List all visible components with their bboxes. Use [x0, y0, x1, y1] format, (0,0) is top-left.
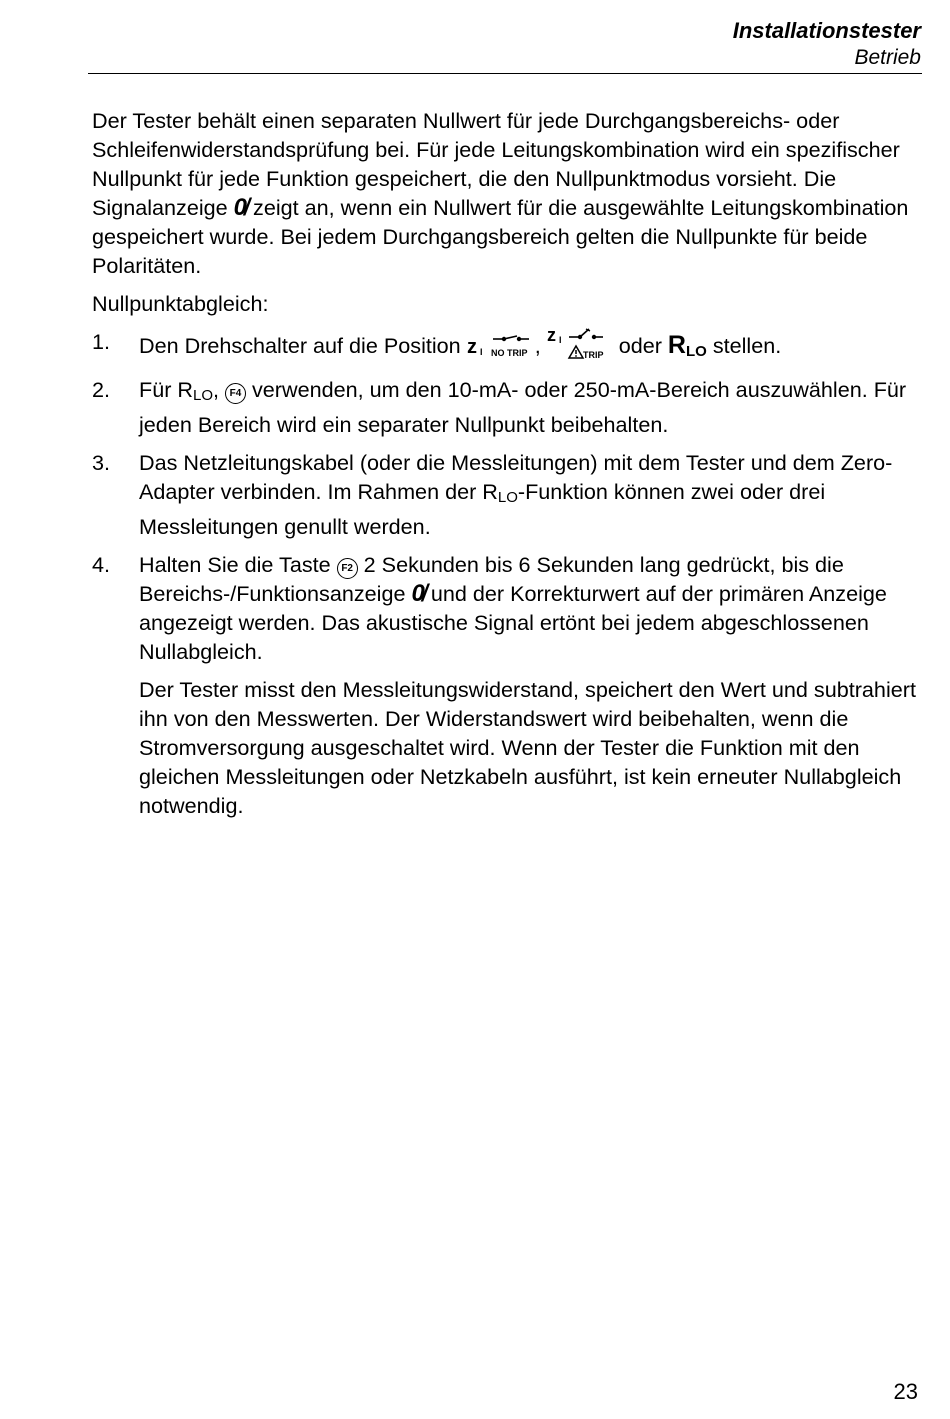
svg-text:I: I [558, 335, 562, 345]
notrip-label: NO TRIP [490, 348, 528, 358]
page-number: 23 [893, 1379, 918, 1404]
svg-text:z: z [546, 327, 556, 345]
step-text: Den Drehschalter auf die Position z I NO TRIP , z I TRIP oder $R_{LO}$ stellen. [139, 327, 920, 366]
step-2-text-b: verwenden, um den 10-mA- oder 250-mA-Bereich auszuwählen. Für jeden Bereich wird ein separater Nullpunkt beibehalten. [139, 377, 907, 437]
step-1-text-b: oder [618, 333, 662, 358]
zero-indicator-icon: 0̸ [233, 194, 248, 221]
page-header [733, 17, 921, 71]
header-title: Installationstester [732, 18, 921, 43]
zero-indicator-icon: 0̸ [411, 580, 425, 607]
step-number: 2. [92, 377, 111, 402]
step-1-text-c: stellen. [712, 333, 782, 358]
step-number: 1. [92, 329, 111, 354]
step-text [139, 375, 920, 439]
step-3-text-a: Das Netzleitungskabel (oder die Messleitungen) mit dem Tester und dem Zero-Adapter verbinden. Im Rahmen der R [139, 450, 893, 504]
step-2-text-a: Für R [139, 377, 193, 402]
note-paragraph: Der Tester misst den Messleitungswiderstand, speichert den Wert und subtrahiert ihn von den Messwerten. Der Widerstandswert wird beibehalten, wenn die Stromversorgung ausgeschaltet wird. Wenn der Tester die Funktion mit den gleichen Messleitungen oder Netzkabeln ausführt, ist kein erneuter Nullabgleich notwendig. [139, 677, 916, 818]
step-1-text-a: Den Drehschalter auf die Position [139, 333, 461, 358]
step-3 [92, 448, 920, 541]
step-number: 3. [92, 450, 111, 475]
step-4-text-c: und der Korrekturwert auf der primären Anzeige angezeigt werden. Das akustische Signal ertönt bei jedem abgeschlossenen Nullabgleich. [139, 581, 887, 664]
step-3-text-b: -Funktion können zwei oder drei Messleitungen genullt werden. [139, 479, 826, 539]
step-1 [92, 327, 920, 366]
svg-text:z: z [466, 336, 477, 358]
lo-subscript: LO [192, 387, 213, 404]
step-4-text-b: 2 Sekunden bis 6 Sekunden lang gedrückt, bis die Bereichs-/Funktionsanzeige [139, 552, 844, 606]
intro-text-2: zeigt an, wenn ein Nullwert für die ausgewählte Leitungskombination gespeichert wurde. Bei jedem Durchgangsbereich gelten die Nullpunkte für beide Polaritäten. [92, 195, 909, 278]
zi-notrip-icon [467, 333, 535, 366]
f4-key-icon: F4 [225, 383, 246, 404]
rlo-r: R [667, 331, 686, 359]
page-content [92, 106, 920, 820]
intro-paragraph [92, 106, 920, 280]
procedure-lead: Nullpunktabgleich: [92, 291, 269, 316]
svg-text:I: I [479, 347, 483, 357]
step-2 [92, 375, 920, 439]
rlo-symbol [668, 331, 707, 359]
step-2-comma: , [213, 377, 219, 402]
header-subtitle: Betrieb [854, 46, 921, 69]
f2-key-icon: F2 [337, 558, 358, 579]
intro-text-1: Der Tester behält einen separaten Nullwert für jede Durchgangsbereichs- oder Schleifenwiderstandsprüfung bei. Für jede Leitungskombination wird ein spezifischer Nullpunkt für jede Funktion gespeichert, die den Nullpunktmodus vorsieht. Die Signalanzeige [92, 108, 900, 220]
step-4-text-a: Halten Sie die Taste [139, 552, 331, 577]
header-rule [88, 73, 922, 74]
lo-subscript: LO [497, 489, 518, 506]
rlo-lo: LO [685, 343, 707, 360]
trip-label: TRIP [582, 350, 604, 359]
step-text [139, 550, 920, 666]
zi-trip-icon [547, 327, 613, 366]
step-text [139, 448, 920, 541]
step-number: 4. [92, 552, 111, 577]
step-4 [92, 550, 920, 666]
